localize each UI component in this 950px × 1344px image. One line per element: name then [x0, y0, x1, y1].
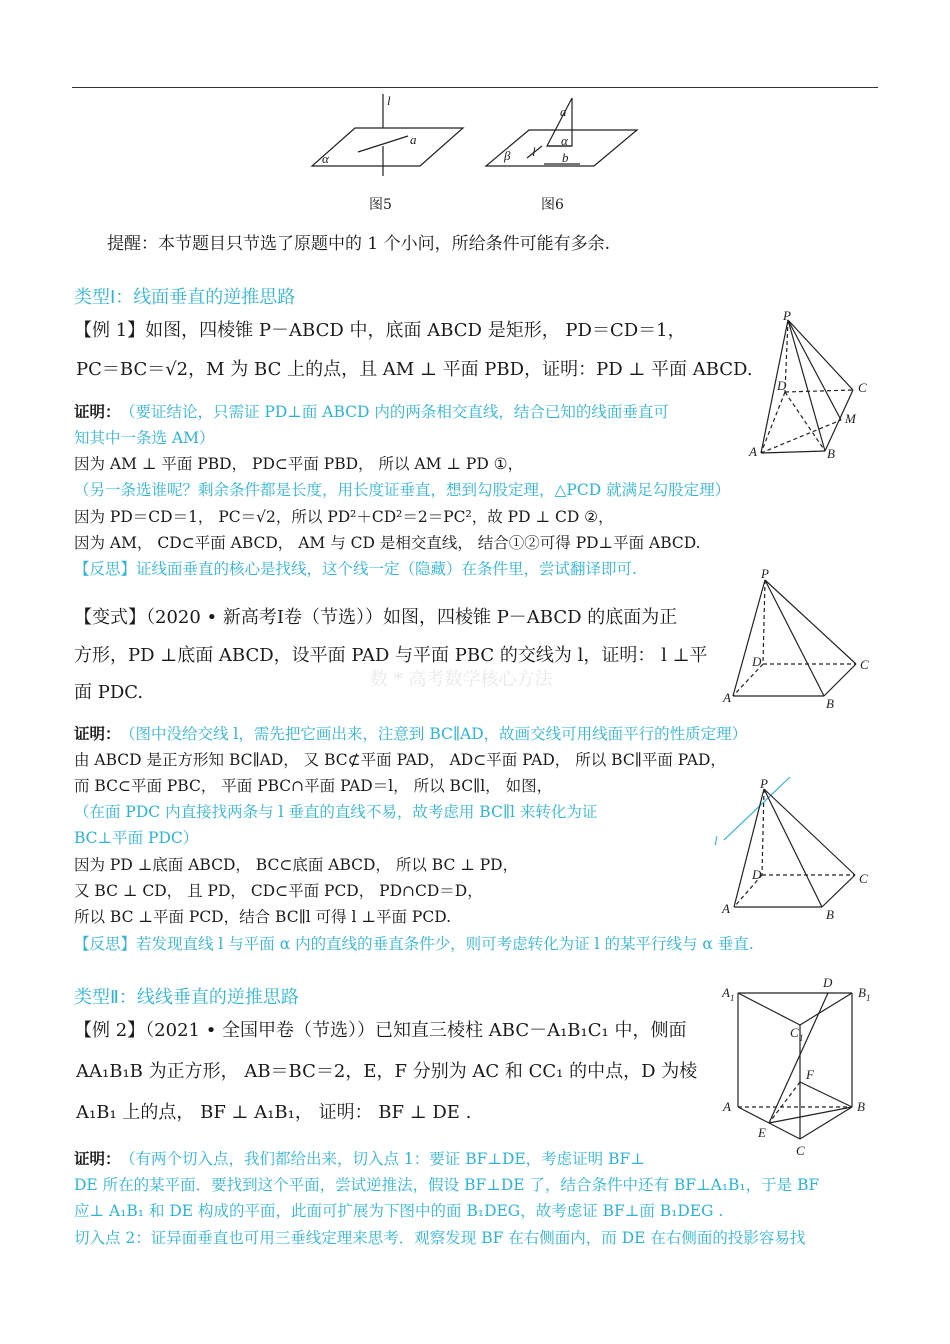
- svg-text:B: B: [857, 1099, 865, 1114]
- proof1-hint3: （另一条选谁呢？剩余条件都是长度，用长度证垂直，想到勾股定理，△PCD 就满足勾股定理）: [74, 481, 731, 499]
- proof2-hint3: BC⊥平面 PDC）: [74, 829, 199, 847]
- proof3-hint2: DE 所在的某平面．要找到这个平面，尝试逆推法，假设 BF⊥DE 了，结合条件中还有 BF⊥A₁B₁，于是 BF: [74, 1176, 820, 1194]
- proof1-step3: 因为 AM， CD⊂平面 ABCD， AM 与 CD 是相交直线， 结合①②可得 PD⊥平面 ABCD.: [74, 534, 701, 552]
- svg-text:P: P: [760, 776, 768, 791]
- figure-5-caption: 图5: [369, 197, 392, 213]
- proof2-step4: 又 BC ⊥ CD， 且 PD， CD⊂平面 PCD， PD∩CD＝D，: [74, 882, 483, 900]
- svg-text:B: B: [827, 446, 835, 461]
- svg-text:D: D: [752, 654, 762, 669]
- proof3-hint3: 应⊥ A₁B₁ 和 DE 构成的平面，此面可扩展为下图中的面 B₁DEG，故考虑证 BF⊥面 B₁DEG .: [74, 1202, 724, 1220]
- type2-heading: 类型Ⅱ：线线垂直的逆推思路: [74, 987, 299, 1008]
- svg-text:C: C: [790, 1025, 799, 1040]
- svg-text:C: C: [859, 871, 868, 886]
- svg-text:P: P: [783, 310, 791, 323]
- svg-text:C: C: [858, 380, 867, 395]
- proof1-hint2: 知其中一条选 AM）: [74, 429, 215, 447]
- variant-line2: 方形，PD ⊥底面 ABCD，设平面 PAD 与平面 PBC 的交线为 l，证明： l ⊥平: [74, 645, 708, 666]
- proof2-hint1: （图中没给交线 l，需先把它画出来，注意到 BC∥AD，故画交线可用线面平行的性质定理）: [120, 725, 748, 743]
- svg-text:a: a: [410, 132, 417, 147]
- svg-text:P: P: [761, 568, 769, 581]
- svg-text:D: D: [823, 975, 833, 990]
- svg-text:1: 1: [799, 1033, 804, 1043]
- svg-text:C: C: [860, 657, 869, 672]
- proof1-step1: 因为 AM ⊥ 平面 PBD， PD⊂平面 PBD， 所以 AM ⊥ PD ①，: [74, 455, 524, 473]
- proof2-step5: 所以 BC ⊥平面 PCD，结合 BC∥l 可得 l ⊥平面 PCD.: [74, 908, 452, 926]
- proof2-step3: 因为 PD ⊥底面 ABCD， BC⊂底面 ABCD， 所以 BC ⊥ PD，: [74, 856, 519, 874]
- svg-text:D: D: [752, 867, 762, 882]
- svg-text:F: F: [806, 1067, 814, 1082]
- example2-line2: AA₁B₁B 为正方形， AB＝BC＝2，E，F 分别为 AC 和 CC₁ 的中点，D 为棱: [76, 1061, 698, 1082]
- svg-text:B: B: [858, 985, 866, 1000]
- svg-text:A: A: [722, 901, 730, 916]
- svg-text:l: l: [532, 144, 536, 159]
- watermark: 数 * 高考数学核心方法: [370, 669, 553, 690]
- svg-text:A: A: [722, 985, 730, 1000]
- figure-6: [484, 90, 644, 175]
- proof2-reflection: 【反思】若发现直线 l 与平面 α 内的直线的垂直条件少，则可考虑转化为证 l 的某平行线与 α 垂直.: [74, 935, 754, 953]
- svg-text:M: M: [845, 411, 856, 426]
- figure-variant-with-line-l: [712, 775, 882, 925]
- figure-example1: [745, 310, 875, 465]
- svg-text:C: C: [796, 1143, 805, 1158]
- svg-text:A: A: [723, 690, 731, 705]
- proof2-hint2: （在面 PDC 内直接找两条与 l 垂直的直线不易，故考虑用 BC∥l 来转化为证: [74, 803, 598, 821]
- figure-5: [300, 90, 470, 180]
- proof1-step2: 因为 PD＝CD＝1， PC＝√2，所以 PD²＋CD²＝2＝PC²，故 PD ⊥ CD ②，: [74, 508, 614, 526]
- example1-line1: 【例 1】如图，四棱锥 P－ABCD 中，底面 ABCD 是矩形， PD＝CD＝1，: [74, 320, 686, 341]
- svg-text:A: A: [749, 444, 757, 459]
- type1-heading: 类型Ⅰ：线面垂直的逆推思路: [74, 287, 296, 308]
- top-rule: [72, 87, 878, 88]
- proof2-step2: 而 BC⊂平面 PBC， 平面 PBC∩平面 PAD＝l， 所以 BC∥l， 如图，: [74, 777, 553, 795]
- example2-line1: 【例 2】（2021 • 全国甲卷（节选））已知直三棱柱 ABC－A₁B₁C₁ 中，侧面: [74, 1020, 687, 1041]
- svg-text:α: α: [561, 133, 568, 148]
- variant-line1: 【变式】（2020 • 新高考Ⅰ卷（节选））如图，四棱锥 P－ABCD 的底面为正: [74, 607, 678, 628]
- example2-line3: A₁B₁ 上的点， BF ⊥ A₁B₁， 证明： BF ⊥ DE .: [76, 1102, 472, 1123]
- proof2-step1: 由 ABCD 是正方形知 BC∥AD， 又 BC⊄平面 PAD， AD⊂平面 PAD， 所以 BC∥平面 PAD，: [74, 751, 726, 769]
- svg-text:E: E: [758, 1125, 766, 1140]
- example1-line2: PC＝BC＝√2，M 为 BC 上的点，且 AM ⊥ 平面 PBD，证明：PD ⊥ 平面 ABCD.: [76, 359, 753, 380]
- proof1-hint1: （要证结论，只需证 PD⊥面 ABCD 内的两条相交直线，结合已知的线面垂直可: [120, 403, 669, 421]
- proof1-label: 证明：: [74, 403, 121, 421]
- svg-text:1: 1: [866, 993, 871, 1003]
- proof1-reflection: 【反思】证线面垂直的核心是找线，这个线一定（隐藏）在条件里，尝试翻译即可.: [74, 560, 637, 578]
- svg-text:β: β: [504, 148, 511, 163]
- proof3-label: 证明：: [74, 1150, 121, 1168]
- svg-text:a: a: [560, 104, 567, 119]
- svg-text:l: l: [387, 93, 391, 108]
- proof3-hint4: 切入点 2：证异面垂直也可用三垂线定理来思考．观察发现 BF 在右侧面内，而 DE 在右侧面的投影容易找: [74, 1229, 806, 1247]
- reminder-text: 提醒：本节题目只节选了原题中的 1 个小问，所给条件可能有多余.: [107, 234, 611, 254]
- proof2-label: 证明：: [74, 725, 121, 743]
- svg-text:D: D: [777, 378, 787, 393]
- figure-6-caption: 图6: [541, 197, 564, 213]
- svg-text:B: B: [826, 907, 834, 922]
- proof3-hint1: （有两个切入点，我们都给出来，切入点 1：要证 BF⊥DE，考虑证明 BF⊥: [120, 1150, 645, 1168]
- svg-text:b: b: [562, 150, 569, 165]
- figure-example2: [720, 975, 882, 1160]
- svg-text:1: 1: [730, 993, 735, 1003]
- figure-variant: [718, 568, 878, 713]
- svg-text:B: B: [826, 696, 834, 711]
- svg-text:l: l: [714, 833, 718, 848]
- svg-text:α: α: [322, 151, 329, 166]
- variant-line3: 面 PDC.: [74, 682, 144, 703]
- svg-text:A: A: [723, 1099, 731, 1114]
